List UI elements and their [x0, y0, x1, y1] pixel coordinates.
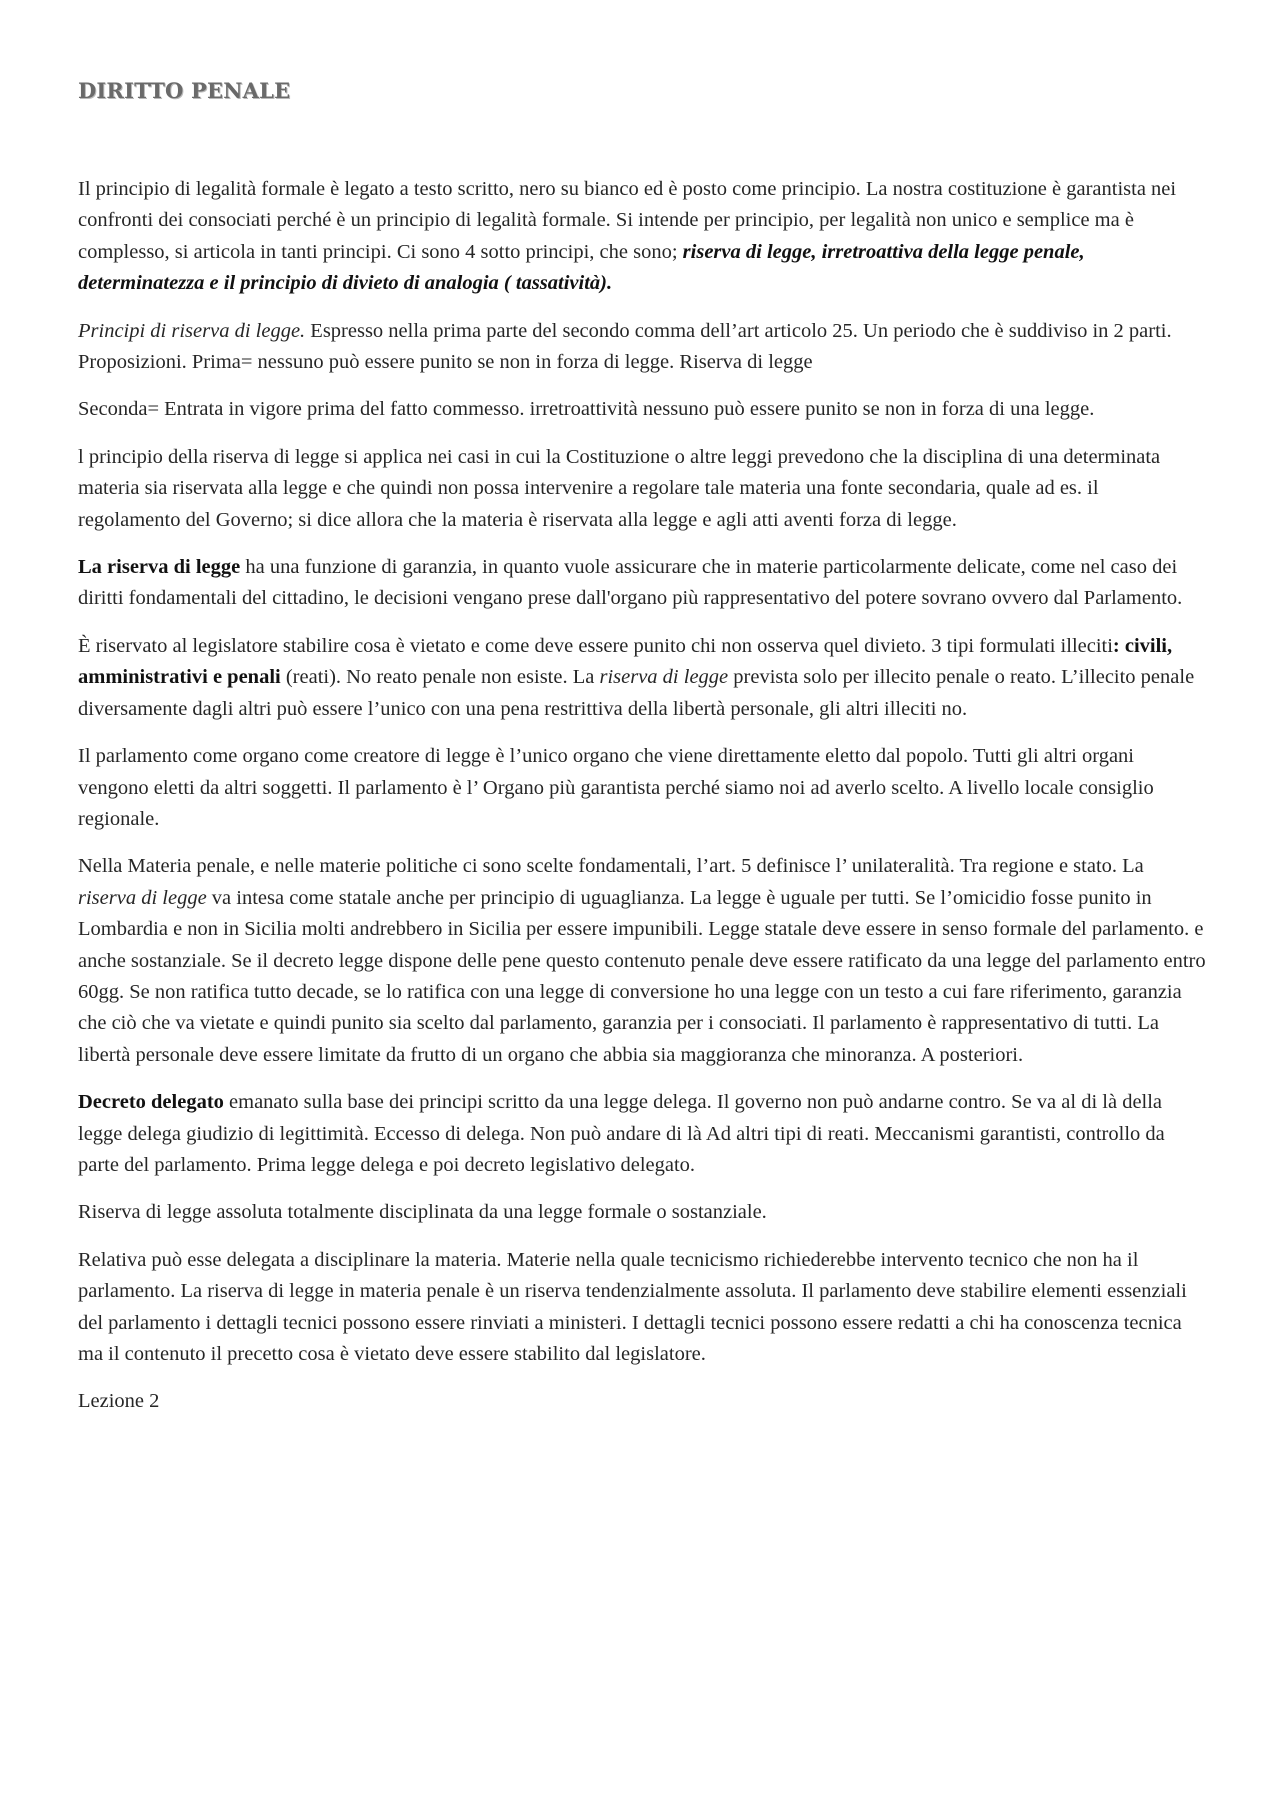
paragraph-text: Il principio di legalità formale è legato a testo scritto, nero su bianco ed è posto come principio. La nostra costituzione è garantista nei confronti dei consociati perché è un principio di legalità formale. Si intende per principio, per legalità non unico e semplice ma è complesso, si articola in tanti principi. Ci sono 4 sotto principi, che sono; — [78, 178, 1177, 263]
paragraph-text: emanato sulla base dei principi scritto da una legge delega. Il governo non può andarne contro. Se va al di là della legge delega giudizio di legittimità. Eccesso di delega. Non può andare di là Ad altri tipi di reati. Meccanismi garantisti, controllo da parte del parlamento. Prima legge delega e poi decreto legislativo delegato. — [78, 1091, 1165, 1176]
paragraph-legalita-formale — [78, 174, 1206, 300]
paragraph-riserva-assoluta: Riserva di legge assoluta totalmente disciplinata da una legge formale o sostanziale. — [78, 1201, 767, 1224]
paragraph-illeciti — [78, 631, 1206, 725]
paragraph-seconda: Seconda= Entrata in vigore prima del fatto commesso. irretroattività nessuno può essere punito se non in forza di una legge. — [78, 398, 1095, 421]
italic-term: riserva di legge — [599, 666, 729, 689]
paragraph-materia-penale — [78, 851, 1206, 1071]
paragraph-text: Espresso nella prima parte del secondo comma dell’art articolo 25. Un periodo che è suddiviso in 2 parti. Proposizioni. Prima= nessuno può essere punito se non in forza di legge. Riserva di legge — [78, 319, 1172, 374]
paragraph-text: ha una funzione di garanzia, in quanto vuole assicurare che in materie particolarmente delicate, come nel caso dei diritti fondamentali del cittadino, le decisioni vengano prese dall'organo più rappresentativo del potere sovrano ovvero dal Parlamento. — [78, 556, 1183, 610]
document-body — [78, 174, 1206, 1434]
section-heading-italic: Principi di riserva di legge. — [78, 319, 306, 342]
document-title: DIRITTO PENALE — [78, 78, 291, 103]
paragraph-parlamento: Il parlamento come organo come creatore di legge è l’unico organo che viene direttamente eletto dal popolo. Tutti gli altri organi vengono eletti da altri soggetti. Il parlamento è l’ Organo più garantista perché siamo noi ad averlo scelto. A livello locale consiglio regionale. — [78, 745, 1154, 830]
lesson-label: Lezione 2 — [78, 1390, 160, 1413]
paragraph-text: Nella Materia penale, e nelle materie politiche ci sono scelte fondamentali, l’art. 5 definisce l’ unilateralità. Tra regione e stato. La — [78, 855, 1144, 878]
paragraph-text: prevista solo per illecito penale o reato. L’illecito penale diversamente dagli altri può essere l’unico con una pena restrittiva della libertà personale, gli altri illeciti no. — [78, 666, 1195, 720]
bold-term: : civili, amministrativi e penali — [78, 634, 1173, 689]
paragraph-text: È riservato al legislatore stabilire cosa è vietato e come deve essere punito chi non osserva quel divieto. 3 tipi formulati illeciti — [78, 634, 1113, 657]
paragraph-riserva-di-legge-intro — [78, 316, 1206, 379]
paragraph-funzione-garanzia — [78, 552, 1206, 615]
bold-term: La riserva di legge — [78, 556, 241, 579]
italic-term: riserva di legge — [78, 886, 207, 909]
paragraph-principio-riserva: l principio della riserva di legge si applica nei casi in cui la Costituzione o altre leggi prevedono che la disciplina di una determinata materia sia riservata alla legge e che quindi non possa intervenire a regolare tale materia una fonte secondaria, quale ad es. il regolamento del Governo; si dice allora che la materia è riservata alla legge e agli atti aventi forza di legge. — [78, 445, 1161, 531]
paragraph-text: (reati). No reato penale non esiste. La — [280, 666, 600, 689]
bold-term: Decreto delegato — [78, 1091, 224, 1114]
paragraph-text: va intesa come statale anche per principio di uguaglianza. La legge è uguale per tutti. Se l’omicidio fosse punito in Lombardia e non in Sicilia molti andrebbero in Sicilia per essere impunibili. Legge statale deve essere in senso formale del parlamento. e anche sostanziale. Se il decreto legge dispone delle pene questo contenuto penale deve essere ratificato da una legge del parlamento entro 60gg. Se non ratifica tutto decade, se lo ratifica con una legge di conversione ho una legge con un testo a cui fare riferimento, garanzia che ciò che va vietate e quindi punito sia scelto dal parlamento, garanzia per i consociati. Il parlamento è rappresentativo di tutti. La libertà personale deve essere limitate da frutto di un organo che abbia sia maggioranza che minoranza. A posteriori. — [78, 886, 1206, 1066]
paragraph-riserva-relativa: Relativa può esse delegata a disciplinare la materia. Materie nella quale tecnicismo richiederebbe intervento tecnico che non ha il parlamento. La riserva di legge in materia penale è un riserva tendenzialmente assoluta. Il parlamento deve stabilire elementi essenziali del parlamento i dettagli tecnici possono essere rinviati a ministeri. I dettagli tecnici possono essere redatti a chi ha conoscenza tecnica ma il contenuto il precetto cosa è vietato deve essere stabilito dal legislatore. — [78, 1248, 1187, 1365]
paragraph-decreto-delegato — [78, 1087, 1206, 1181]
sotto-principi-list: riserva di legge, irretroattiva della legge penale, determinatezza e il principio di divieto di analogia ( tassatività). — [78, 240, 1085, 295]
